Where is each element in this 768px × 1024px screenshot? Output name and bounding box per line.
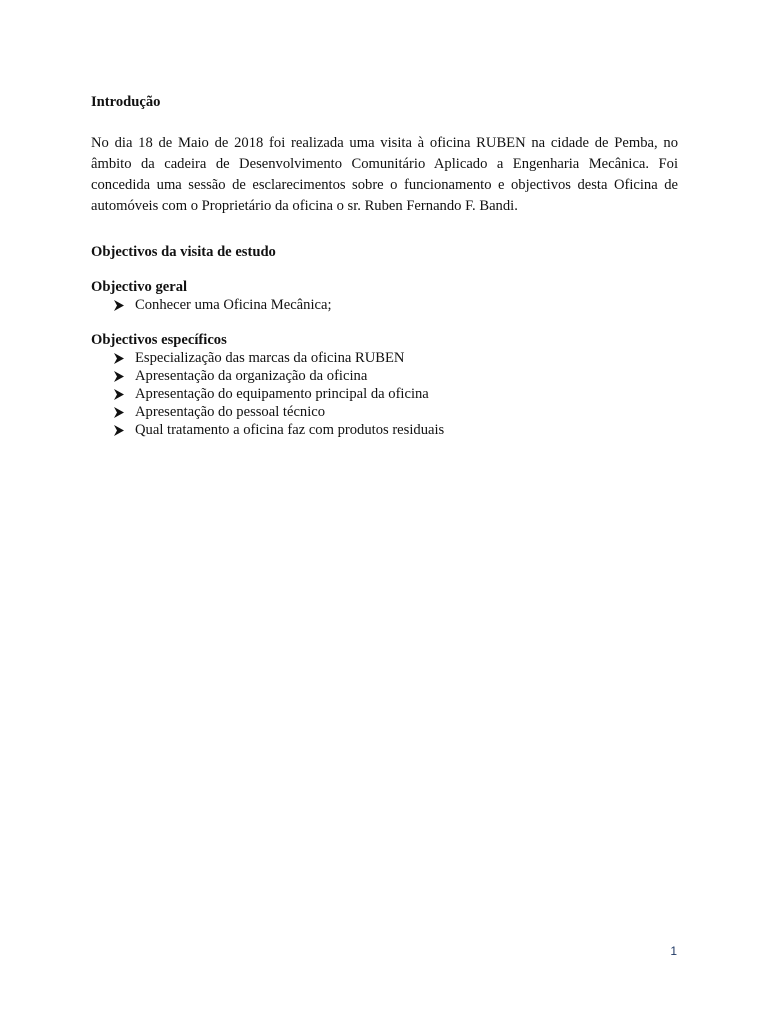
- list-item: [91, 367, 678, 385]
- list-item-text: Apresentação do equipamento principal da oficina: [135, 386, 429, 402]
- intro-paragraph: No dia 18 de Maio de 2018 foi realizada uma visita à oficina RUBEN na cidade de Pemba, no âmbito da cadeira de Desenvolvimento Comunitário Aplicado a Engenharia Mecânica. Foi concedida uma sessão de esclarecimentos sobre o funcionamento e objectivos desta Oficina de automóveis com o Proprietário da oficina o sr. Ruben Fernando F. Bandi.: [91, 135, 678, 214]
- page-content: [91, 93, 678, 439]
- intro-heading: Introdução: [91, 94, 161, 110]
- page-number: 1: [670, 944, 677, 958]
- arrowhead-bullet-icon: [114, 300, 124, 311]
- list-item-text: Apresentação da organização da oficina: [135, 368, 368, 384]
- list-item-text: Apresentação do pessoal técnico: [135, 404, 326, 420]
- list-item-text: Especialização das marcas da oficina RUBEN: [135, 350, 405, 366]
- objectives-heading: Objectivos da visita de estudo: [91, 244, 276, 260]
- arrowhead-bullet-icon: [114, 389, 124, 400]
- specific-objectives-heading: Objectivos específicos: [91, 332, 227, 348]
- general-objective-list: [91, 296, 678, 314]
- list-item-text: Conhecer uma Oficina Mecânica;: [135, 297, 332, 313]
- general-objective-heading: Objectivo geral: [91, 279, 188, 295]
- specific-objectives-list: [91, 349, 678, 439]
- list-item: [91, 421, 678, 439]
- list-item: [91, 296, 678, 314]
- arrowhead-bullet-icon: [114, 407, 124, 418]
- arrowhead-bullet-icon: [114, 353, 124, 364]
- list-item: [91, 385, 678, 403]
- list-item: [91, 349, 678, 367]
- arrowhead-bullet-icon: [114, 425, 124, 436]
- arrowhead-bullet-icon: [114, 371, 124, 382]
- list-item: [91, 403, 678, 421]
- list-item-text: Qual tratamento a oficina faz com produtos residuais: [135, 422, 445, 438]
